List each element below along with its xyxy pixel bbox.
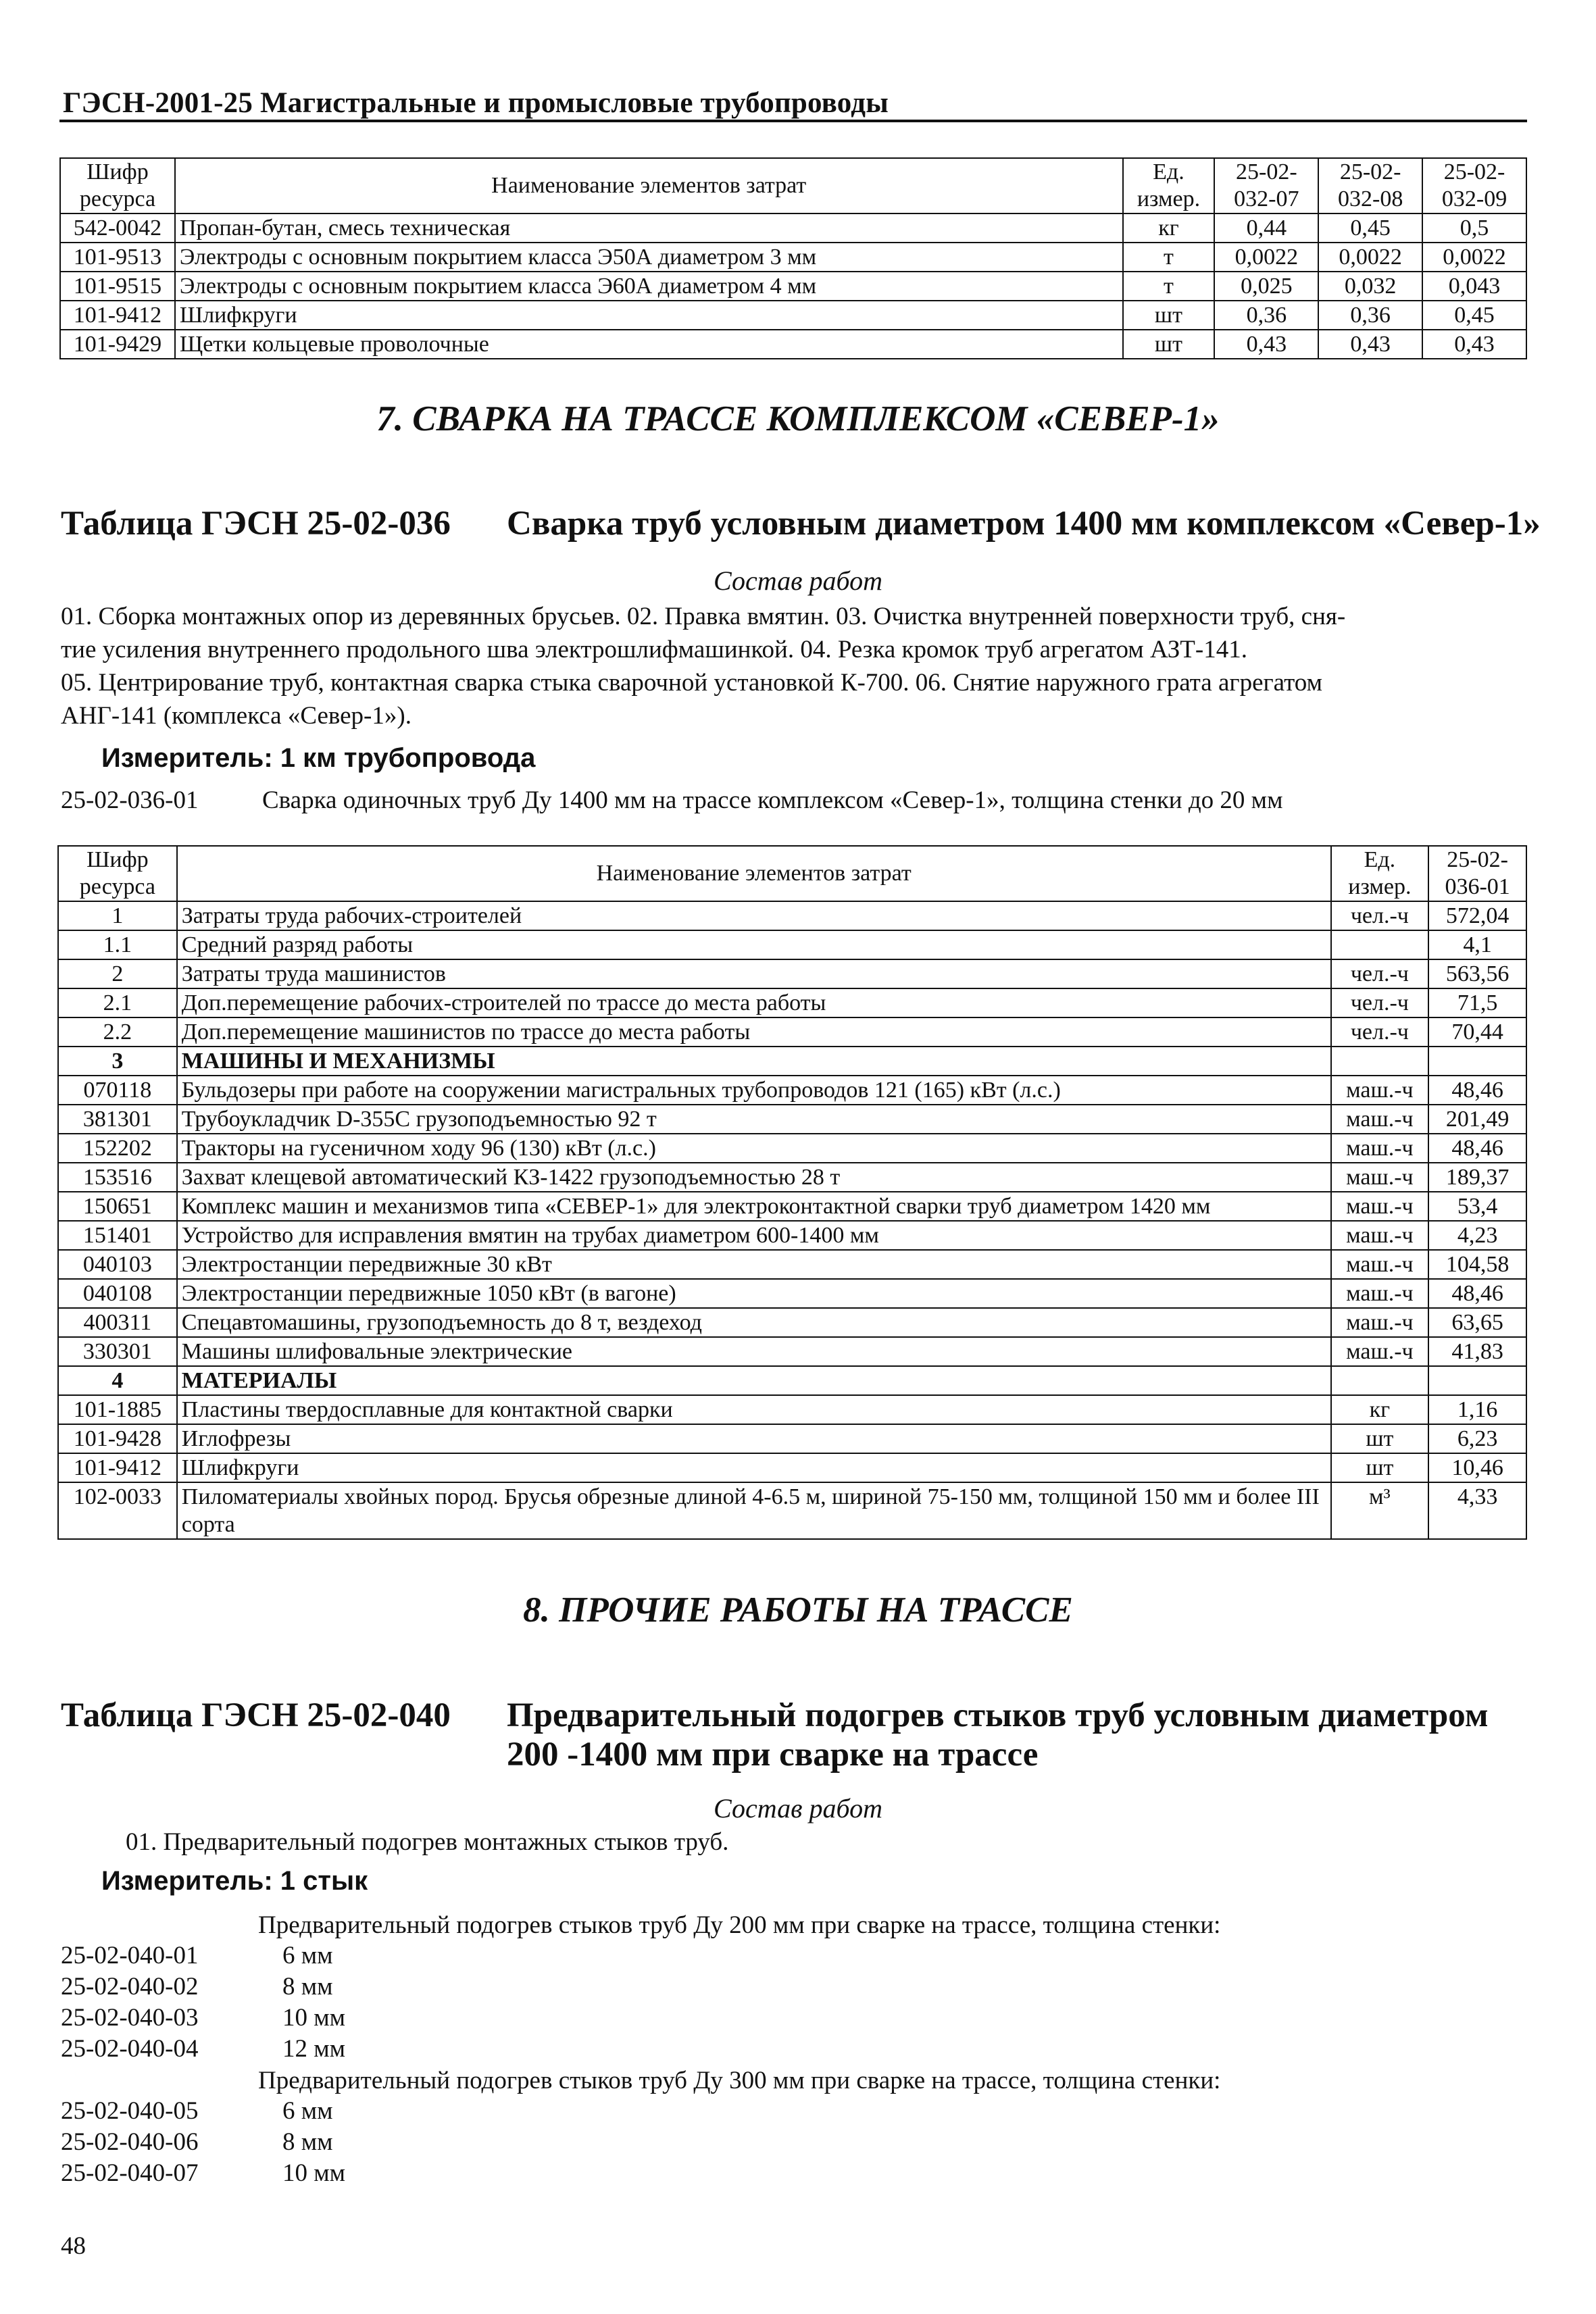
value: 0,0022: [1214, 243, 1318, 272]
header-unit: Ед. измер.: [1123, 158, 1215, 213]
work-line: 05. Центрирование труб, контактная сварка стыка сварочной установкой К-700. 06. Снятие наружного грата агрегатом: [61, 669, 1323, 697]
unit: маш.-ч: [1331, 1337, 1429, 1366]
norm-code: 25-02-040-02: [61, 1973, 199, 2001]
norm-code: 25-02-040-05: [61, 2097, 199, 2125]
resource-name: МАШИНЫ И МЕХАНИЗМЫ: [177, 1047, 1331, 1076]
resource-name: Электроды с основным покрытием класса Э60А диаметром 4 мм: [175, 272, 1123, 301]
value: 0,43: [1214, 330, 1318, 359]
table-body: [58, 901, 1526, 1539]
value: 0,0022: [1422, 243, 1526, 272]
resource-name: Шлифкруги: [177, 1453, 1331, 1482]
resource-code: 101-9513: [60, 243, 175, 272]
norm-thickness: 10 мм: [282, 2004, 346, 2032]
value: 48,46: [1428, 1279, 1526, 1308]
resource-code: 542-0042: [60, 213, 175, 243]
value: 4,33: [1428, 1482, 1526, 1539]
table-row: [58, 1163, 1526, 1192]
work-composition-text: [61, 600, 1527, 732]
table-row: [58, 1105, 1526, 1134]
unit: маш.-ч: [1331, 1076, 1429, 1105]
resource-code: 2.1: [58, 988, 177, 1017]
resource-name: Пропан-бутан, смесь техническая: [175, 213, 1123, 243]
resource-code: 400311: [58, 1308, 177, 1337]
table-row: [58, 1221, 1526, 1250]
table-label-040: Таблица ГЭСН 25-02-040: [61, 1696, 451, 1734]
unit: [1331, 1366, 1429, 1395]
value: 0,36: [1318, 301, 1422, 330]
norm-code: 25-02-040-04: [61, 2035, 199, 2063]
work-line: АНГ-141 (комплекса «Север-1»).: [61, 702, 412, 730]
value: 0,45: [1318, 213, 1422, 243]
norm-code: 25-02-040-01: [61, 1942, 199, 1969]
unit: т: [1123, 243, 1215, 272]
work-composition-heading: Состав работ: [714, 1793, 882, 1823]
measure-unit: Измеритель: 1 стык: [101, 1866, 368, 1896]
header-col: 25-02-036-01: [1428, 846, 1526, 901]
resource-code: 070118: [58, 1076, 177, 1105]
value: 0,5: [1422, 213, 1526, 243]
title-line: Предварительный подогрев стыков труб условным диаметром: [507, 1696, 1489, 1734]
unit: шт: [1123, 330, 1215, 359]
header-code: Шифр ресурса: [60, 158, 175, 213]
value: 0,43: [1318, 330, 1422, 359]
resource-name: Затраты труда машинистов: [177, 959, 1331, 988]
resource-code: 153516: [58, 1163, 177, 1192]
table-row: [58, 1424, 1526, 1453]
norm-thickness: 6 мм: [282, 2097, 333, 2125]
norm-thickness: 12 мм: [282, 2035, 346, 2063]
table-header-row: [60, 158, 1526, 213]
unit: чел.-ч: [1331, 901, 1429, 930]
value: 48,46: [1428, 1134, 1526, 1163]
resource-name: Доп.перемещение машинистов по трассе до места работы: [177, 1017, 1331, 1047]
section-row: [58, 1366, 1526, 1395]
work-composition-text: 01. Предварительный подогрев монтажных стыков труб.: [126, 1828, 729, 1856]
resource-code: 152202: [58, 1134, 177, 1163]
unit: маш.-ч: [1331, 1279, 1429, 1308]
value: 201,49: [1428, 1105, 1526, 1134]
unit: чел.-ч: [1331, 1017, 1429, 1047]
resource-name: Машины шлифовальные электрические: [177, 1337, 1331, 1366]
norm-code: 25-02-040-07: [61, 2159, 199, 2187]
resource-code: 101-9429: [60, 330, 175, 359]
value: 70,44: [1428, 1017, 1526, 1047]
resource-table-032: [59, 157, 1527, 359]
norm-code: 25-02-036-01: [61, 786, 199, 814]
resource-name: МАТЕРИАЛЫ: [177, 1366, 1331, 1395]
section-title-8: 8. ПРОЧИЕ РАБОТЫ НА ТРАССЕ: [523, 1590, 1073, 1630]
value: 71,5: [1428, 988, 1526, 1017]
table-title-040: [507, 1696, 1489, 1774]
resource-name: Иглофрезы: [177, 1424, 1331, 1453]
resource-code: 101-9515: [60, 272, 175, 301]
table-row: [58, 1017, 1526, 1047]
resource-code: 1: [58, 901, 177, 930]
table-title-036: Сварка труб условным диаметром 1400 мм комплексом «Север-1»: [507, 505, 1541, 543]
resource-name: Доп.перемещение рабочих-строителей по трассе до места работы: [177, 988, 1331, 1017]
resource-code: 101-9412: [58, 1453, 177, 1482]
resource-code: 102-0033: [58, 1482, 177, 1539]
table-row: [58, 988, 1526, 1017]
value: 6,23: [1428, 1424, 1526, 1453]
table-row: [58, 901, 1526, 930]
unit: маш.-ч: [1331, 1221, 1429, 1250]
table-row: [60, 301, 1526, 330]
resource-name: Электростанции передвижные 1050 кВт (в вагоне): [177, 1279, 1331, 1308]
resource-name: Захват клещевой автоматический КЗ-1422 грузоподъемностью 28 т: [177, 1163, 1331, 1192]
table-body: [60, 213, 1526, 359]
value: 63,65: [1428, 1308, 1526, 1337]
header-col: 25-02-032-09: [1422, 158, 1526, 213]
resource-name: Электроды с основным покрытием класса Э50А диаметром 3 мм: [175, 243, 1123, 272]
resource-code: 2.2: [58, 1017, 177, 1047]
resource-name: Щетки кольцевые проволочные: [175, 330, 1123, 359]
resource-name: Трубоукладчик D-355С грузоподъемностью 92 т: [177, 1105, 1331, 1134]
table-row: [58, 930, 1526, 959]
norm-thickness: 8 мм: [282, 1973, 333, 2001]
work-composition-heading: Состав работ: [714, 565, 882, 596]
unit: маш.-ч: [1331, 1163, 1429, 1192]
value: 0,36: [1214, 301, 1318, 330]
unit: кг: [1123, 213, 1215, 243]
page-number: 48: [61, 2232, 86, 2260]
header-code: Шифр ресурса: [58, 846, 177, 901]
value: 4,23: [1428, 1221, 1526, 1250]
value: 0,043: [1422, 272, 1526, 301]
value: 189,37: [1428, 1163, 1526, 1192]
table-row: [58, 959, 1526, 988]
table-header-row: [58, 846, 1526, 901]
norm-thickness: 6 мм: [282, 1942, 333, 1969]
resource-code: 101-1885: [58, 1395, 177, 1424]
resource-code: 3: [58, 1047, 177, 1076]
unit: т: [1123, 272, 1215, 301]
norm-thickness: 10 мм: [282, 2159, 346, 2187]
value: 104,58: [1428, 1250, 1526, 1279]
title-line: 200 -1400 мм при сварке на трассе: [507, 1736, 1039, 1774]
table-label-036: Таблица ГЭСН 25-02-036: [61, 505, 451, 543]
resource-code: 4: [58, 1366, 177, 1395]
unit: чел.-ч: [1331, 988, 1429, 1017]
header-name: Наименование элементов затрат: [175, 158, 1123, 213]
table-row: [58, 1395, 1526, 1424]
resource-code: 1.1: [58, 930, 177, 959]
table-row: [60, 272, 1526, 301]
group-heading: Предварительный подогрев стыков труб Ду 200 мм при сварке на трассе, толщина стенки:: [258, 1911, 1221, 1939]
unit: маш.-ч: [1331, 1250, 1429, 1279]
header-rule: [59, 120, 1527, 122]
value: 10,46: [1428, 1453, 1526, 1482]
unit: шт: [1331, 1453, 1429, 1482]
resource-table-036: [57, 845, 1527, 1540]
value: 48,46: [1428, 1076, 1526, 1105]
resource-name: Устройство для исправления вмятин на трубах диаметром 600-1400 мм: [177, 1221, 1331, 1250]
value: 0,44: [1214, 213, 1318, 243]
resource-code: 2: [58, 959, 177, 988]
header-col: 25-02-032-07: [1214, 158, 1318, 213]
section-row: [58, 1047, 1526, 1076]
value: 0,45: [1422, 301, 1526, 330]
table-row: [58, 1250, 1526, 1279]
value: 1,16: [1428, 1395, 1526, 1424]
resource-name: Пиломатериалы хвойных пород. Брусья обрезные длиной 4-6.5 м, шириной 75-150 мм, толщиной 150 мм и более III сорта: [177, 1482, 1331, 1539]
norm-description: Сварка одиночных труб Ду 1400 мм на трассе комплексом «Север-1», толщина стенки до 20 мм: [262, 786, 1283, 814]
running-header: ГЭСН-2001-25 Магистральные и промысловые трубопроводы: [63, 87, 889, 119]
norm-code: 25-02-040-06: [61, 2128, 199, 2156]
value: 0,0022: [1318, 243, 1422, 272]
header-col: 25-02-032-08: [1318, 158, 1422, 213]
value: [1428, 1047, 1526, 1076]
table-row: [60, 243, 1526, 272]
resource-code: 151401: [58, 1221, 177, 1250]
unit: маш.-ч: [1331, 1134, 1429, 1163]
value: [1428, 1366, 1526, 1395]
table-row: [58, 1279, 1526, 1308]
table-row: [58, 1076, 1526, 1105]
unit: маш.-ч: [1331, 1308, 1429, 1337]
value: 572,04: [1428, 901, 1526, 930]
table-row: [58, 1482, 1526, 1539]
resource-name: Бульдозеры при работе на сооружении магистральных трубопроводов 121 (165) кВт (л.с.): [177, 1076, 1331, 1105]
resource-code: 101-9428: [58, 1424, 177, 1453]
resource-code: 330301: [58, 1337, 177, 1366]
unit: шт: [1331, 1424, 1429, 1453]
unit: шт: [1123, 301, 1215, 330]
resource-name: Затраты труда рабочих-строителей: [177, 901, 1331, 930]
unit: кг: [1331, 1395, 1429, 1424]
unit: чел.-ч: [1331, 959, 1429, 988]
resource-code: 040103: [58, 1250, 177, 1279]
value: 563,56: [1428, 959, 1526, 988]
resource-name: Электростанции передвижные 30 кВт: [177, 1250, 1331, 1279]
unit: [1331, 930, 1429, 959]
resource-name: Комплекс машин и механизмов типа «СЕВЕР-1» для электроконтактной сварки труб диаметром 1420 мм: [177, 1192, 1331, 1221]
resource-code: 040108: [58, 1279, 177, 1308]
value: 4,1: [1428, 930, 1526, 959]
resource-name: Тракторы на гусеничном ходу 96 (130) кВт (л.с.): [177, 1134, 1331, 1163]
resource-name: Шлифкруги: [175, 301, 1123, 330]
resource-code: 101-9412: [60, 301, 175, 330]
value: 0,025: [1214, 272, 1318, 301]
unit: м³: [1331, 1482, 1429, 1539]
resource-name: Средний разряд работы: [177, 930, 1331, 959]
value: 41,83: [1428, 1337, 1526, 1366]
value: 0,43: [1422, 330, 1526, 359]
table-row: [60, 213, 1526, 243]
norm-thickness: 8 мм: [282, 2128, 333, 2156]
unit: маш.-ч: [1331, 1105, 1429, 1134]
table-row: [58, 1453, 1526, 1482]
header-name: Наименование элементов затрат: [177, 846, 1331, 901]
resource-code: 150651: [58, 1192, 177, 1221]
resource-name: Спецавтомашины, грузоподъемность до 8 т, вездеход: [177, 1308, 1331, 1337]
table-row: [58, 1192, 1526, 1221]
measure-unit: Измеритель: 1 км трубопровода: [101, 743, 536, 773]
table-row: [58, 1134, 1526, 1163]
table-row: [58, 1308, 1526, 1337]
norm-code: 25-02-040-03: [61, 2004, 199, 2032]
section-title-7: 7. СВАРКА НА ТРАССЕ КОМПЛЕКСОМ «СЕВЕР-1»: [376, 399, 1220, 438]
resource-code: 381301: [58, 1105, 177, 1134]
table-row: [58, 1337, 1526, 1366]
work-line: тие усиления внутреннего продольного шва электрошлифмашинкой. 04. Резка кромок труб агрегатом АЗТ-141.: [61, 636, 1247, 663]
header-unit: Ед. измер.: [1331, 846, 1429, 901]
unit: [1331, 1047, 1429, 1076]
value: 0,032: [1318, 272, 1422, 301]
resource-name: Пластины твердосплавные для контактной сварки: [177, 1395, 1331, 1424]
unit: маш.-ч: [1331, 1192, 1429, 1221]
group-heading: Предварительный подогрев стыков труб Ду 300 мм при сварке на трассе, толщина стенки:: [258, 2067, 1221, 2094]
value: 53,4: [1428, 1192, 1526, 1221]
table-row: [60, 330, 1526, 359]
work-line: 01. Сборка монтажных опор из деревянных брусьев. 02. Правка вмятин. 03. Очистка внутренней поверхности труб, сня-: [61, 603, 1346, 630]
